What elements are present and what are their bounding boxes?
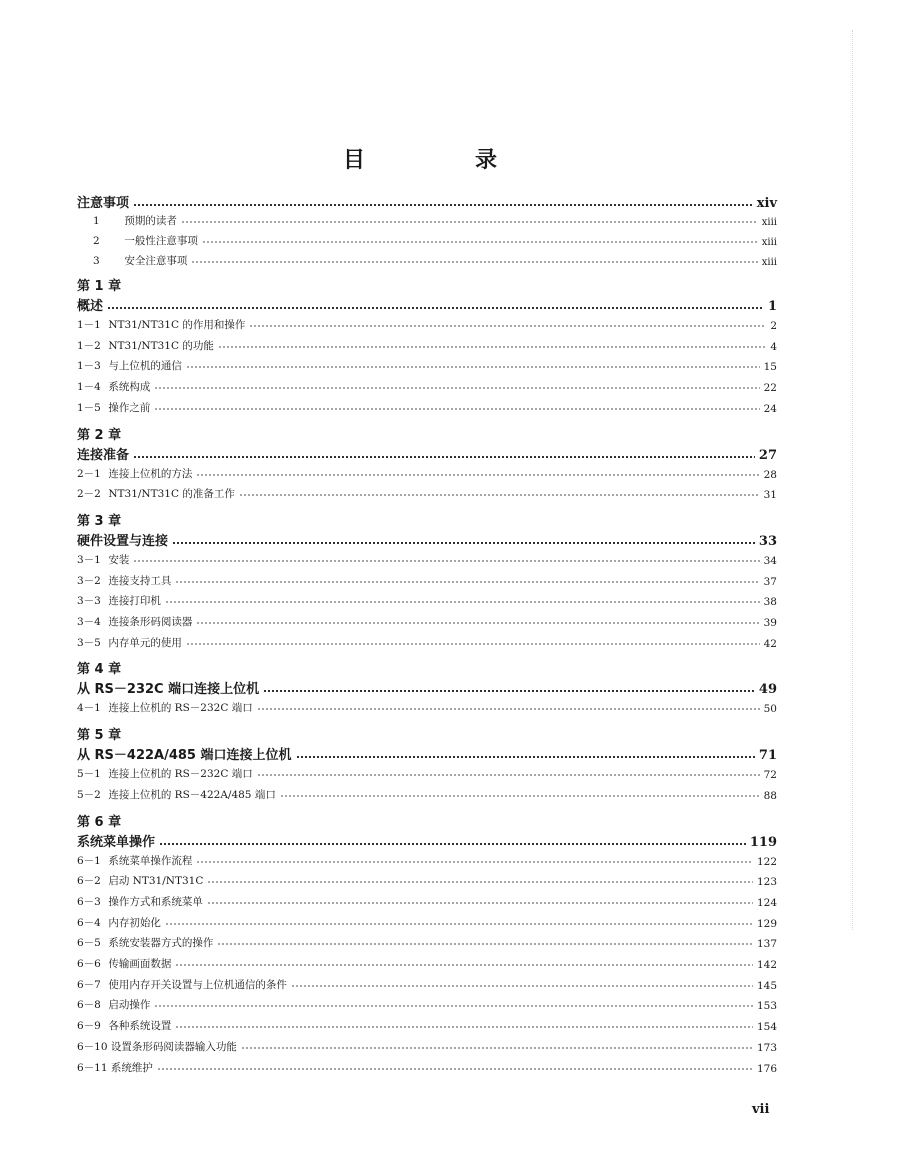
toc-entry-section-title: NT31/NT31C 的作用和操作 bbox=[108, 319, 246, 331]
toc-entry-section-label bbox=[77, 915, 161, 930]
toc-entry-chapter-3-page: 33 bbox=[758, 533, 777, 549]
toc-entry-section-page: 122 bbox=[756, 855, 777, 868]
toc-entry-section-number: 5－1 bbox=[77, 768, 101, 781]
toc-entry-section-label bbox=[77, 338, 214, 353]
toc-entry-section[interactable] bbox=[77, 997, 777, 1012]
dot-leader bbox=[154, 386, 759, 390]
toc-entry-section-title: 系统维护 bbox=[110, 1061, 153, 1074]
toc-entry-section[interactable] bbox=[77, 787, 777, 802]
toc-entry-section-number: 6－7 bbox=[77, 978, 101, 991]
toc-entry-section-page: 145 bbox=[756, 979, 777, 992]
toc-entry-chapter-4-title: 从 RS－232C 端口连接上位机 bbox=[77, 682, 260, 698]
toc-entry-section-title: 连接支持工具 bbox=[108, 574, 172, 587]
toc-entry-section-title: 安装 bbox=[108, 553, 130, 566]
toc-entry-section-number: 6－10 bbox=[77, 1040, 108, 1053]
toc-entry-section-title: 系统菜单操作流程 bbox=[108, 854, 193, 867]
dot-leader bbox=[202, 240, 758, 244]
toc-entry-section-page: 153 bbox=[756, 1000, 777, 1013]
dot-leader bbox=[157, 1067, 753, 1071]
toc-entry-section[interactable] bbox=[77, 894, 777, 909]
toc-entry-section-label bbox=[77, 466, 192, 481]
toc-entry-section-page: 31 bbox=[763, 489, 777, 502]
toc-entry-section-page: 28 bbox=[763, 468, 777, 481]
toc-entry-section-page: 37 bbox=[763, 575, 777, 588]
toc-entry-chapter-3[interactable] bbox=[77, 530, 777, 549]
dot-leader bbox=[175, 963, 753, 967]
toc-entry-section-number: 6－4 bbox=[77, 916, 101, 929]
toc-entry-section-label bbox=[77, 700, 253, 715]
toc-entry-preface-3-number: 3 bbox=[93, 255, 100, 267]
toc-entry-preface-3-label bbox=[77, 253, 187, 268]
toc-entry-section-page: 39 bbox=[763, 617, 777, 629]
dot-leader bbox=[133, 455, 755, 459]
toc-entry-section[interactable] bbox=[77, 614, 777, 629]
toc-entry-chapter-3-title: 硬件设置与连接 bbox=[77, 533, 169, 549]
toc-entry-section-number: 3－3 bbox=[77, 595, 101, 608]
toc-entry-section-page: 50 bbox=[763, 703, 777, 716]
dot-leader bbox=[241, 1046, 753, 1050]
chapter-heading: 第 6 章 bbox=[77, 814, 122, 830]
toc-entry-section-page: 173 bbox=[756, 1041, 777, 1054]
chapter-heading: 第 3 章 bbox=[77, 513, 122, 529]
toc-entry-chapter-6-title: 系统菜单操作 bbox=[77, 834, 156, 850]
toc-entry-preface-2-title: 一般性注意事项 bbox=[124, 235, 198, 247]
dot-leader bbox=[218, 345, 766, 349]
toc-entry-section-number: 1－5 bbox=[77, 401, 101, 414]
toc-entry-section[interactable] bbox=[77, 956, 777, 971]
toc-entry-section-label bbox=[77, 635, 182, 650]
dot-leader bbox=[196, 473, 759, 477]
toc-entry-section-number: 1－2 bbox=[77, 339, 101, 352]
toc-entry-section-page: 2 bbox=[770, 320, 777, 332]
toc-entry-preface-1-page: xiii bbox=[761, 217, 777, 228]
toc-entry-section-number: 6－11 bbox=[77, 1061, 108, 1074]
toc-entry-section-label bbox=[77, 573, 171, 588]
dot-leader bbox=[207, 901, 753, 905]
toc-entry-section-title: 启动 NT31/NT31C bbox=[108, 875, 204, 888]
toc-entry-section-label bbox=[77, 977, 287, 992]
toc-entry-section[interactable] bbox=[77, 1039, 777, 1054]
toc-entry-section-label bbox=[77, 766, 253, 781]
toc-entry-section-page: 137 bbox=[756, 938, 777, 951]
toc-entry-chapter-2-page: 27 bbox=[758, 447, 777, 463]
toc-entry-section-title: 连接上位机的 RS－232C 端口 bbox=[108, 702, 253, 715]
toc-entry-chapter-6-label bbox=[77, 831, 155, 850]
toc-entry-preface-1-label bbox=[77, 213, 177, 228]
toc-entry-section-page: 34 bbox=[763, 554, 777, 567]
page-number: vii bbox=[752, 1102, 770, 1117]
dot-leader bbox=[191, 260, 757, 264]
toc-entry-section-title: 与上位机的通信 bbox=[108, 360, 182, 373]
toc-entry-chapter-4[interactable] bbox=[77, 678, 777, 697]
toc-entry-section-label bbox=[77, 956, 171, 971]
toc-entry-section-page: 154 bbox=[756, 1021, 777, 1034]
toc-entry-preface-3-title: 安全注意事项 bbox=[124, 255, 188, 267]
toc-entry-preface[interactable] bbox=[77, 192, 777, 211]
dot-leader bbox=[291, 984, 753, 988]
toc-entry-chapter-2-label bbox=[77, 444, 129, 463]
toc-entry-section-page: 24 bbox=[763, 402, 777, 415]
toc-entry-section-title: 连接条形码阅读器 bbox=[108, 616, 193, 628]
toc-entry-section-label bbox=[77, 1039, 237, 1054]
toc-entry-section-label bbox=[77, 894, 203, 909]
toc-entry-chapter-3-label bbox=[77, 530, 168, 549]
dot-leader bbox=[257, 707, 760, 711]
toc-entry-section-title: NT31/NT31C 的准备工作 bbox=[108, 488, 235, 501]
toc-entry-section[interactable] bbox=[77, 358, 777, 373]
toc-entry-section-title: 使用内存开关设置与上位机通信的条件 bbox=[108, 978, 287, 991]
chapter-heading: 第 4 章 bbox=[77, 662, 122, 678]
toc-entry-section-label bbox=[77, 853, 192, 868]
toc-entry-section-number: 6－3 bbox=[77, 895, 101, 908]
dot-leader bbox=[107, 306, 764, 310]
chapter-heading: 第 5 章 bbox=[77, 728, 122, 744]
toc-entry-section-title: 启动操作 bbox=[108, 999, 151, 1012]
toc-entry-section-label bbox=[77, 1018, 171, 1033]
toc-entry-section[interactable] bbox=[77, 977, 777, 992]
toc-entry-preface-title: 注意事项 bbox=[77, 196, 130, 211]
dot-leader bbox=[196, 860, 753, 864]
toc-entry-section-number: 6－5 bbox=[77, 937, 101, 950]
toc-entry-section[interactable] bbox=[77, 466, 777, 481]
dot-leader bbox=[175, 1025, 753, 1029]
toc-entry-section-label bbox=[77, 317, 245, 332]
toc-entry-section-page: 38 bbox=[763, 596, 777, 609]
toc-entry-section-page: 15 bbox=[763, 361, 777, 374]
toc-entry-section-label bbox=[77, 552, 129, 567]
toc-entry-section-number: 6－9 bbox=[77, 1020, 101, 1033]
dot-leader bbox=[133, 203, 753, 207]
toc-entry-section-label bbox=[77, 486, 235, 501]
dot-leader bbox=[196, 621, 759, 625]
toc-entry-section-label bbox=[77, 593, 161, 608]
toc-entry-section-page: 4 bbox=[770, 340, 777, 353]
dot-leader bbox=[186, 642, 760, 646]
dot-leader bbox=[280, 794, 760, 798]
toc-entry-chapter-2-title: 连接准备 bbox=[77, 447, 130, 463]
toc-entry-chapter-5-page: 71 bbox=[758, 748, 777, 764]
toc-entry-section-page: 124 bbox=[756, 896, 777, 909]
toc-entry-chapter-2[interactable] bbox=[77, 444, 777, 463]
toc-entry-chapter-5-title: 从 RS－422A/485 端口连接上位机 bbox=[77, 748, 292, 764]
toc-entry-section-number: 6－6 bbox=[77, 958, 101, 970]
dot-leader bbox=[175, 580, 759, 584]
toc-entry-preface-1-number: 1 bbox=[93, 215, 100, 227]
dot-leader bbox=[159, 842, 746, 846]
dot-leader bbox=[172, 541, 755, 545]
toc-entry-section-number: 6－8 bbox=[77, 999, 101, 1012]
toc-entry-preface-page: xiv bbox=[756, 196, 777, 211]
toc-entry-chapter-1-label bbox=[77, 295, 103, 314]
toc-entry-chapter-5[interactable] bbox=[77, 744, 777, 763]
toc-entry-section-label bbox=[77, 935, 213, 950]
toc-entry-section-title: 连接上位机的 RS－232C 端口 bbox=[108, 768, 253, 781]
toc-entry-section-number: 4－1 bbox=[77, 702, 101, 715]
toc-entry-section-page: 22 bbox=[763, 382, 777, 395]
toc-entry-section-number: 1－1 bbox=[77, 319, 101, 331]
toc-entry-preface-1-title: 预期的读者 bbox=[124, 215, 177, 227]
toc-entry-section-label bbox=[77, 614, 192, 629]
toc-entry-section[interactable] bbox=[77, 873, 777, 888]
toc-entry-section[interactable] bbox=[77, 635, 777, 650]
toc-entry-section[interactable] bbox=[77, 379, 777, 394]
toc-entry-preface-3-page: xiii bbox=[761, 257, 777, 268]
toc-entry-section[interactable] bbox=[77, 1018, 777, 1033]
toc-entry-preface-1[interactable] bbox=[77, 213, 777, 228]
scan-edge bbox=[851, 30, 853, 930]
toc-entry-section-title: 系统构成 bbox=[108, 381, 151, 394]
toc-entry-section[interactable] bbox=[77, 552, 777, 567]
toc-entry-section-label bbox=[77, 358, 182, 373]
toc-entry-section-page: 129 bbox=[756, 917, 777, 930]
toc-entry-preface-label bbox=[77, 192, 129, 211]
toc-entry-section-number: 3－5 bbox=[77, 636, 101, 649]
toc-entry-preface-2-label bbox=[77, 233, 198, 248]
toc-entry-section-title: 操作之前 bbox=[108, 401, 151, 414]
toc-entry-section-title: 内存初始化 bbox=[108, 916, 161, 929]
toc-entry-section-title: 各种系统设置 bbox=[108, 1020, 172, 1033]
toc-entry-section-number: 6－2 bbox=[77, 875, 101, 888]
dot-leader bbox=[165, 922, 753, 926]
toc-entry-section-page: 42 bbox=[763, 637, 777, 650]
toc-entry-section-label bbox=[77, 873, 203, 888]
toc-entry-section[interactable] bbox=[77, 1060, 777, 1075]
toc-entry-section-title: 连接打印机 bbox=[108, 595, 161, 608]
toc-entry-section-page: 176 bbox=[756, 1062, 777, 1075]
toc-entry-section-page: 88 bbox=[763, 789, 777, 802]
dot-leader bbox=[257, 773, 760, 777]
toc-entry-chapter-1-title: 概述 bbox=[77, 299, 104, 314]
toc-entry-section-title: 连接上位机的 RS－422A/485 端口 bbox=[108, 788, 276, 801]
toc-entry-chapter-5-label bbox=[77, 744, 292, 763]
toc-entry-section-title: 连接上位机的方法 bbox=[108, 467, 193, 480]
toc-entry-section[interactable] bbox=[77, 915, 777, 930]
toc-entry-section-label bbox=[77, 787, 276, 802]
toc-entry-chapter-6-page: 119 bbox=[749, 834, 777, 850]
toc-entry-section-number: 6－1 bbox=[77, 854, 101, 867]
toc-entry-section-page: 123 bbox=[756, 876, 777, 889]
toc-entry-section[interactable] bbox=[77, 400, 777, 415]
page-title: 目 录 bbox=[342, 148, 541, 173]
toc-entry-chapter-4-label bbox=[77, 678, 259, 697]
dot-leader bbox=[133, 559, 759, 563]
toc-entry-section-label bbox=[77, 997, 150, 1012]
toc-entry-section-number: 5－2 bbox=[77, 788, 101, 801]
toc-entry-section-number: 3－1 bbox=[77, 553, 101, 566]
dot-leader bbox=[154, 407, 759, 411]
toc-entry-section-title: 设置条形码阅读器输入功能 bbox=[110, 1040, 237, 1053]
chapter-heading: 第 1 章 bbox=[77, 279, 122, 294]
toc-entry-chapter-1-page: 1 bbox=[767, 299, 777, 314]
toc-entry-preface-2-number: 2 bbox=[93, 235, 100, 247]
dot-leader bbox=[165, 600, 760, 604]
toc-entry-section-number: 3－4 bbox=[77, 616, 101, 628]
dot-leader bbox=[249, 324, 766, 328]
toc-entry-section-title: 操作方式和系统菜单 bbox=[108, 895, 203, 908]
toc-entry-chapter-1[interactable] bbox=[77, 295, 777, 314]
toc-entry-section[interactable] bbox=[77, 853, 777, 868]
dot-leader bbox=[207, 880, 753, 884]
toc-entry-section-title: NT31/NT31C 的功能 bbox=[108, 339, 214, 352]
dot-leader bbox=[217, 942, 753, 946]
toc-entry-preface-2[interactable] bbox=[77, 233, 777, 248]
toc-entry-section-label bbox=[77, 379, 150, 394]
toc-entry-section[interactable] bbox=[77, 935, 777, 950]
toc-entry-section-page: 142 bbox=[756, 959, 777, 971]
toc-entry-section-number: 1－4 bbox=[77, 381, 101, 394]
toc-entry-preface-2-page: xiii bbox=[761, 237, 777, 248]
toc-entry-section-page: 72 bbox=[763, 769, 777, 782]
dot-leader bbox=[154, 1004, 753, 1008]
toc-entry-section-label bbox=[77, 1060, 153, 1075]
toc-entry-section-number: 3－2 bbox=[77, 574, 101, 587]
toc-entry-section[interactable] bbox=[77, 700, 777, 715]
toc-entry-section-number: 2－1 bbox=[77, 467, 101, 480]
dot-leader bbox=[239, 493, 760, 497]
toc-entry-preface-3[interactable] bbox=[77, 253, 777, 268]
toc-entry-section-title: 系统安装器方式的操作 bbox=[108, 937, 214, 950]
toc-entry-section-label bbox=[77, 400, 150, 415]
toc-entry-section[interactable] bbox=[77, 486, 777, 501]
toc-entry-section[interactable] bbox=[77, 338, 777, 353]
toc-entry-section[interactable] bbox=[77, 573, 777, 588]
toc-entry-section-number: 2－2 bbox=[77, 488, 101, 501]
dot-leader bbox=[181, 220, 758, 224]
toc-entry-section-title: 传输画面数据 bbox=[108, 958, 172, 970]
toc-entry-chapter-6[interactable] bbox=[77, 831, 777, 850]
toc-entry-chapter-4-page: 49 bbox=[758, 682, 777, 698]
dot-leader bbox=[296, 755, 755, 759]
dot-leader bbox=[186, 365, 760, 369]
dot-leader bbox=[263, 689, 755, 693]
toc-entry-section[interactable] bbox=[77, 317, 777, 332]
toc-entry-section-number: 1－3 bbox=[77, 360, 101, 373]
toc-entry-section-title: 内存单元的使用 bbox=[108, 636, 182, 649]
toc-entry-section[interactable] bbox=[77, 766, 777, 781]
toc-entry-section[interactable] bbox=[77, 593, 777, 608]
chapter-heading: 第 2 章 bbox=[77, 427, 122, 443]
